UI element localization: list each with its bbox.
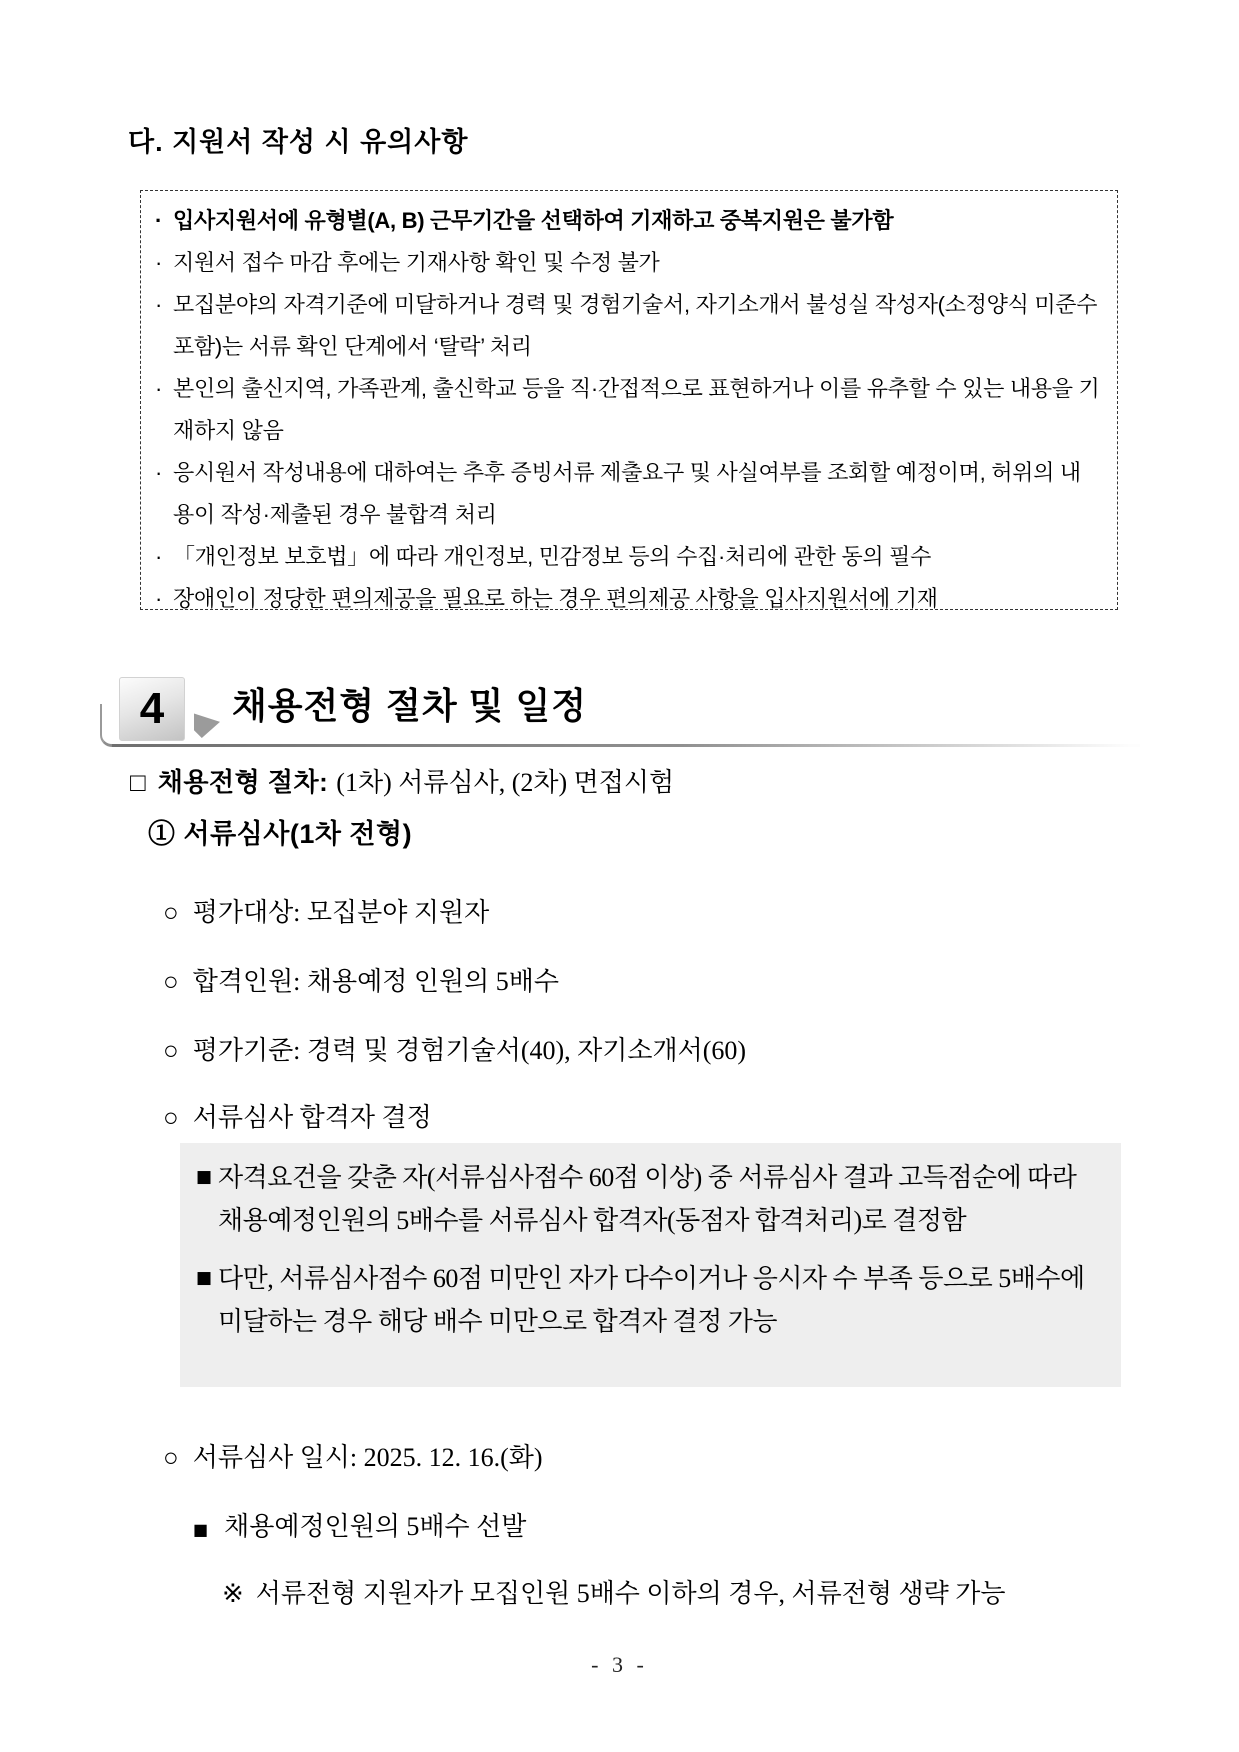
step1-point [163, 1030, 746, 1067]
square-bullet-icon: ■ [193, 1520, 209, 1539]
step1-point [163, 961, 559, 998]
square-outline-icon: □ [130, 767, 146, 797]
notice-item [155, 284, 1101, 368]
step1-point-text: 서류심사 합격자 결정 [192, 1103, 432, 1132]
circle-bullet-icon: ○ [163, 1036, 179, 1065]
schedule-sub-text: 채용예정인원의 5배수 선발 [224, 1512, 527, 1541]
notice-item-text: 응시원서 작성내용에 대하여는 추후 증빙서류 제출요구 및 사실여부를 조회할 예정이며, 허위의 내용이 작성·제출된 경우 불합격 처리 [173, 460, 1081, 527]
circle-bullet-icon: ○ [163, 967, 179, 996]
notice-item-text: 지원서 접수 마감 후에는 기재사항 확인 및 수정 불가 [173, 250, 660, 275]
notice-item [155, 200, 1101, 242]
notice-item [155, 578, 1101, 610]
bullet-dot-icon: · [155, 376, 163, 401]
bullet-dot-icon: · [155, 292, 163, 317]
step1-point-text: 합격인원: 채용예정 인원의 5배수 [192, 967, 559, 996]
step1-point-text: 평가대상: 모집분야 지원자 [192, 898, 490, 927]
screening-criteria-highlight-box [180, 1143, 1121, 1387]
section-title: 채용전형 절차 및 일정 [232, 685, 587, 726]
circle-bullet-icon: ○ [163, 1443, 179, 1472]
section-banner-underline [112, 744, 1140, 747]
notice-item [155, 452, 1101, 536]
schedule-note-row [222, 1573, 1005, 1610]
notice-item-text: 본인의 출신지역, 가족관계, 출신학교 등을 직·간접적으로 표현하거나 이를 유추할 수 있는 내용을 기재하지 않음 [173, 376, 1100, 443]
notice-item [155, 368, 1101, 452]
notice-item-text: 「개인정보 보호법」에 따라 개인정보, 민감정보 등의 수집·처리에 관한 동의 필수 [173, 544, 932, 569]
screening-schedule-row [163, 1437, 543, 1474]
procedure-value: (1차) 서류심사, (2차) 면접시험 [336, 768, 675, 797]
notice-item [155, 242, 1101, 284]
section-number-badge: 4 [119, 677, 185, 741]
highlight-item [196, 1156, 1103, 1242]
section-banner-outline [100, 704, 120, 747]
schedule-text: 서류심사 일시: 2025. 12. 16.(화) [192, 1443, 543, 1472]
bullet-dot-icon: · [155, 208, 163, 233]
procedure-label: 채용전형 절차: [157, 767, 329, 797]
schedule-note-text: 서류전형 지원자가 모집인원 5배수 이하의 경우, 서류전형 생략 가능 [255, 1579, 1006, 1608]
step1-point-text: 평가기준: 경력 및 경험기술서(40), 자기소개서(60) [192, 1036, 747, 1065]
notice-section-title: 다. 지원서 작성 시 유의사항 [128, 127, 469, 157]
bullet-dot-icon: · [155, 586, 163, 610]
highlight-item-text: 자격요건을 갖춘 자(서류심사점수 60점 이상) 중 서류심사 결과 고득점순에 따라 채용예정인원의 5배수를 서류심사 합격자(동점자 합격처리)로 결정함 [218, 1163, 1077, 1235]
notice-item-text: 장애인이 정당한 편의제공을 필요로 하는 경우 편의제공 사항을 입사지원서에 기재 [173, 586, 938, 610]
section-arrow-icon [194, 712, 220, 738]
bullet-dot-icon: · [155, 250, 163, 275]
bullet-dot-icon: · [155, 544, 163, 569]
circle-bullet-icon: ○ [163, 898, 179, 927]
notice-item-text: 입사지원서에 유형별(A, B) 근무기간을 선택하여 기재하고 중복지원은 불가함 [173, 208, 894, 233]
procedure-summary-row [130, 762, 674, 799]
bullet-dot-icon: · [155, 460, 163, 485]
notice-item [155, 536, 1101, 578]
square-bullet-icon: ■ [196, 1167, 212, 1187]
notice-item-text: 모집분야의 자격기준에 미달하거나 경력 및 경험기술서, 자기소개서 불성실 작성자(소정양식 미준수 포함)는 서류 확인 단계에서 ‘탈락’ 처리 [173, 292, 1098, 359]
highlight-item-text: 다만, 서류심사점수 60점 미만인 자가 다수이거나 응시자 수 부족 등으로 5배수에 미달하는 경우 해당 배수 미만으로 합격자 결정 가능 [218, 1264, 1085, 1336]
schedule-sub-row [193, 1506, 526, 1543]
circle-bullet-icon: ○ [163, 1103, 179, 1132]
step1-point [163, 892, 489, 929]
step1-point [163, 1097, 432, 1134]
highlight-item [196, 1257, 1103, 1343]
step1-heading: ① 서류심사(1차 전형) [148, 819, 413, 849]
application-notice-box [140, 190, 1118, 610]
square-bullet-icon: ■ [196, 1268, 212, 1288]
reference-mark-icon: ※ [222, 1579, 244, 1608]
page-number: - 3 - [591, 1652, 648, 1677]
